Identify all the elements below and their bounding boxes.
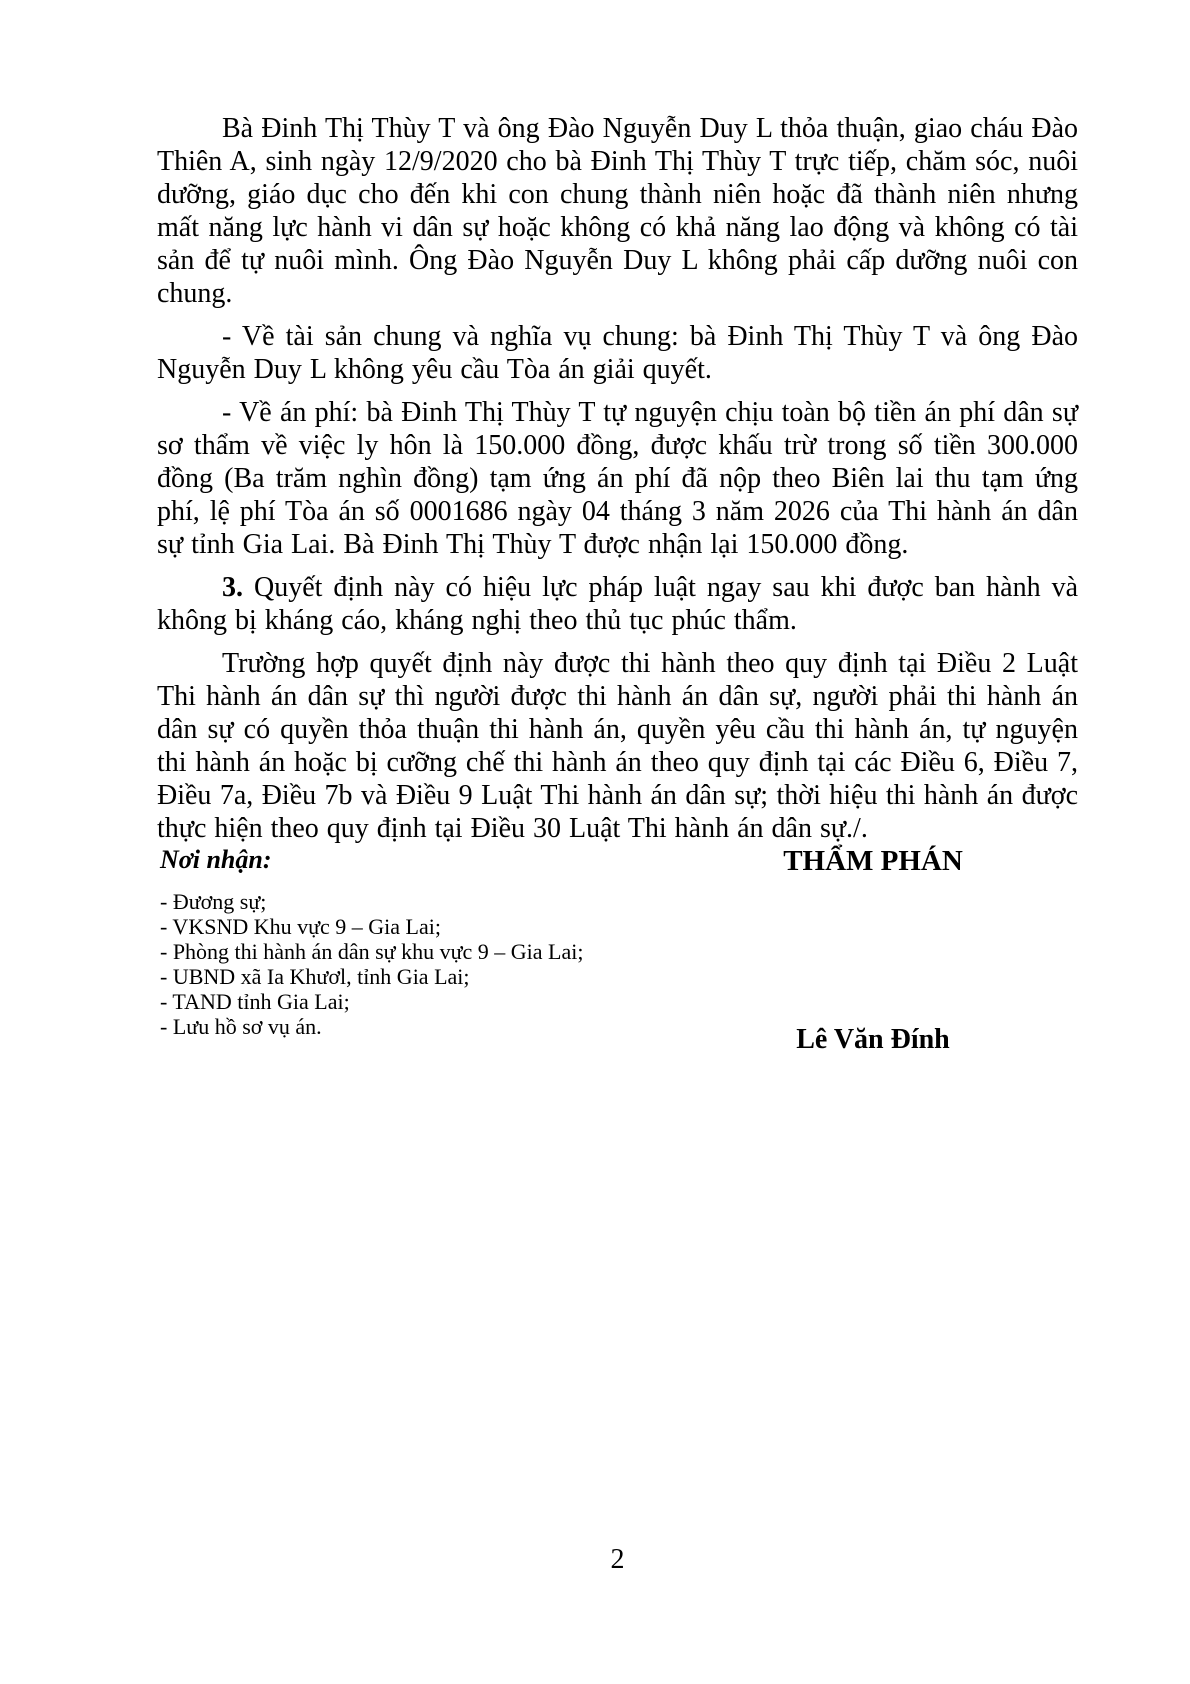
paragraph-legal-effect — [157, 571, 1078, 637]
signature-block — [640, 845, 1106, 1056]
judge-title: THẨM PHÁN — [783, 845, 963, 877]
paragraph-court-fees — [157, 396, 1078, 561]
paragraph-common-property — [157, 320, 1078, 386]
paragraph-agreement-child-custody — [157, 112, 1078, 310]
page-number: 2 — [610, 1544, 625, 1575]
paragraph-text: Quyết định này có hiệu lực pháp luật ngay sau khi được ban hành và không bị kháng cáo, kháng nghị theo thủ tục phúc thẩm. — [157, 572, 1078, 636]
judge-name: Lê Văn Đính — [796, 1024, 950, 1055]
recipient-item: - VKSND Khu vực 9 – Gia Lai; — [160, 914, 441, 939]
paragraph-text: - Về tài sản chung và nghĩa vụ chung: bà Đinh Thị Thùy T và ông Đào Nguyễn Duy L không yêu cầu Tòa án giải quyết. — [157, 321, 1078, 385]
paragraph-text: Bà Đinh Thị Thùy T và ông Đào Nguyễn Duy L thỏa thuận, giao cháu Đào Thiên A, sinh ngày 12/9/2020 cho bà Đinh Thị Thùy T trực tiếp, chăm sóc, nuôi dưỡng, giáo dục cho đến khi con chung thành niên hoặc đã thành niên nhưng mất năng lực hành vi dân sự hoặc không có khả năng lao động và không có tài sản để tự nuôi mình. Ông Đào Nguyễn Duy L không phải cấp dưỡng nuôi con chung. — [157, 113, 1078, 309]
recipient-item: - Đương sự; — [160, 889, 267, 914]
paragraph-lead: 3. — [222, 572, 243, 603]
recipients-label: Nơi nhận: — [160, 845, 272, 874]
paragraph-text: - Về án phí: bà Đinh Thị Thùy T tự nguyện chịu toàn bộ tiền án phí dân sự sơ thẩm về việc ly hôn là 150.000 đồng, được khấu trừ trong số tiền 300.000 đồng (Ba trăm nghìn đồng) tạm ứng án phí đã nộp theo Biên lai thu tạm ứng phí, lệ phí Tòa án số 0001686 ngày 04 tháng 3 năm 2026 của Thi hành án dân sự tỉnh Gia Lai. Bà Đinh Thị Thùy T được nhận lại 150.000 đồng. — [157, 397, 1078, 560]
recipient-item: - TAND tỉnh Gia Lai; — [160, 989, 350, 1014]
paragraph-enforcement — [157, 647, 1078, 845]
recipient-item: - Lưu hồ sơ vụ án. — [160, 1014, 322, 1039]
recipients-block — [160, 845, 620, 1039]
recipient-item: - Phòng thi hành án dân sự khu vực 9 – Gia Lai; — [160, 939, 584, 964]
paragraph-text: Trường hợp quyết định này được thi hành theo quy định tại Điều 2 Luật Thi hành án dân sự thì người được thi hành án dân sự, người phải thi hành án dân sự có quyền thỏa thuận thi hành án, quyền yêu cầu thi hành án, tự nguyện thi hành án hoặc bị cưỡng chế thi hành án theo quy định tại các Điều 6, Điều 7, Điều 7a, Điều 7b và Điều 9 Luật Thi hành án dân sự; thời hiệu thi hành án được thực hiện theo quy định tại Điều 30 Luật Thi hành án dân sự./. — [157, 648, 1078, 844]
recipient-item: - UBND xã Ia Khươl, tỉnh Gia Lai; — [160, 964, 470, 989]
document-body — [157, 112, 1078, 855]
